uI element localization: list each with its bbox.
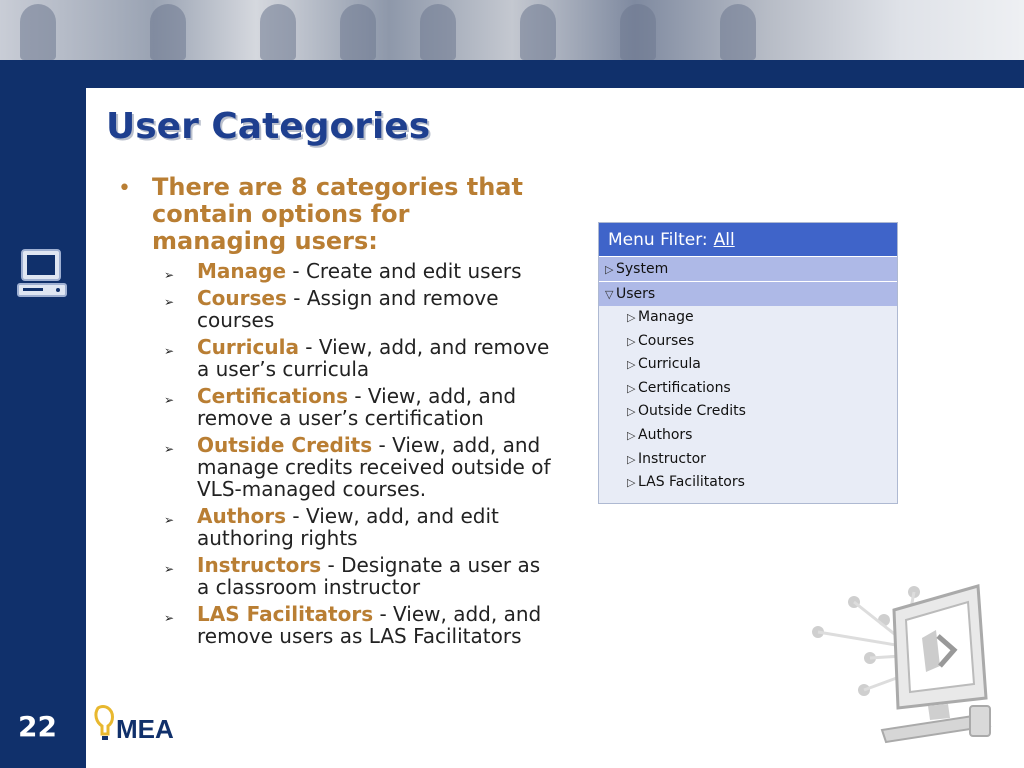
menu-item-las-facilitators[interactable] xyxy=(599,471,897,495)
category-name: Certifications xyxy=(197,384,348,408)
category-name: Authors xyxy=(197,504,287,528)
bullet-arrow-icon: ➢ xyxy=(164,442,175,456)
bullet-arrow-icon: ➢ xyxy=(164,611,175,625)
menu-item-label: Outside Credits xyxy=(638,403,746,420)
banner-person xyxy=(420,4,456,60)
list-item xyxy=(164,336,554,380)
menu-item-certifications[interactable] xyxy=(599,377,897,401)
menu-system-label: System xyxy=(616,261,669,277)
triangle-right-icon: ▷ xyxy=(627,334,636,348)
banner-person xyxy=(260,4,296,60)
banner-person xyxy=(20,4,56,60)
left-sidebar xyxy=(0,88,86,768)
category-name: Manage xyxy=(197,259,287,283)
category-desc: - Assign and remove courses xyxy=(197,286,499,332)
computer-icon xyxy=(14,246,70,306)
triangle-right-icon: ▷ xyxy=(627,476,636,490)
menu-item-outside-credits[interactable] xyxy=(599,400,897,424)
menu-users-group[interactable] xyxy=(599,281,897,306)
banner-person xyxy=(520,4,556,60)
list-item xyxy=(164,603,554,647)
menu-item-authors[interactable] xyxy=(599,424,897,448)
triangle-right-icon: ▷ xyxy=(627,452,636,466)
menu-item-label: Courses xyxy=(638,332,695,349)
menu-item-label: Curricula xyxy=(638,356,701,373)
category-name: LAS Facilitators xyxy=(197,602,374,626)
list-item xyxy=(164,260,554,282)
category-desc: - View, add, and manage credits received outside of VLS-managed courses. xyxy=(197,433,551,501)
bullet-arrow-icon: ➢ xyxy=(164,295,175,309)
category-name: Courses xyxy=(197,286,287,310)
menu-system-group[interactable] xyxy=(599,256,897,281)
menu-item-label: Certifications xyxy=(638,379,731,396)
triangle-down-icon: ▽ xyxy=(605,288,614,301)
menu-item-manage[interactable] xyxy=(599,306,897,330)
category-name: Instructors xyxy=(197,553,322,577)
bullet-arrow-icon: ➢ xyxy=(164,393,175,407)
menu-users-label: Users xyxy=(616,286,656,302)
triangle-right-icon: ▷ xyxy=(627,311,636,324)
banner-person xyxy=(720,4,756,60)
category-desc: - View, add, and remove a user’s curricula xyxy=(197,335,550,381)
list-item xyxy=(164,554,554,598)
banner-person xyxy=(340,4,376,60)
bullet-arrow-icon: ➢ xyxy=(164,268,175,282)
category-name: Outside Credits xyxy=(197,433,373,457)
triangle-right-icon: ▷ xyxy=(627,381,636,395)
category-desc: - View, add, and remove users as LAS Facilitators xyxy=(197,602,542,648)
menu-filter-header xyxy=(599,223,897,256)
logo-text: MEA xyxy=(116,714,174,744)
monitor-decoration xyxy=(810,580,1010,754)
lightbulb-icon xyxy=(96,707,113,741)
list-item xyxy=(164,505,554,549)
bullet-arrow-icon: ➢ xyxy=(164,344,175,358)
banner-person xyxy=(150,4,186,60)
intro-bullet xyxy=(118,174,548,255)
list-item xyxy=(164,287,554,331)
mea-logo xyxy=(92,700,202,748)
triangle-right-icon: ▷ xyxy=(605,263,614,276)
triangle-right-icon: ▷ xyxy=(627,428,636,442)
menu-item-label: Authors xyxy=(638,426,693,443)
slide-number: 22 xyxy=(18,710,57,743)
banner-person xyxy=(620,4,656,60)
slide-title: User Categories xyxy=(106,106,431,147)
intro-text: There are 8 categories that contain options for managing users: xyxy=(152,173,523,255)
triangle-right-icon: ▷ xyxy=(627,405,636,419)
category-desc: - Create and edit users xyxy=(286,259,522,283)
category-desc: - View, add, and edit authoring rights xyxy=(197,504,499,550)
bullet-arrow-icon: ➢ xyxy=(164,562,175,576)
menu-filter-label: Menu Filter: xyxy=(608,230,708,250)
category-name: Curricula xyxy=(197,335,299,359)
category-desc: - Designate a user as a classroom instructor xyxy=(197,553,541,599)
header-band xyxy=(0,60,1024,88)
list-item xyxy=(164,385,554,429)
menu-item-label: Manage xyxy=(638,309,694,325)
bullet-dot-icon: • xyxy=(118,176,131,201)
menu-filter-all-link[interactable]: All xyxy=(713,230,735,250)
bullet-arrow-icon: ➢ xyxy=(164,513,175,527)
triangle-right-icon: ▷ xyxy=(627,358,636,372)
category-list xyxy=(164,260,554,652)
list-item xyxy=(164,434,554,500)
header-photo-banner xyxy=(0,0,1024,60)
menu-item-curricula[interactable] xyxy=(599,353,897,377)
menu-item-courses[interactable] xyxy=(599,330,897,354)
menu-filter-panel xyxy=(598,222,898,504)
menu-item-label: LAS Facilitators xyxy=(638,474,745,491)
category-desc: - View, add, and remove a user’s certification xyxy=(197,384,517,430)
menu-item-instructor[interactable] xyxy=(599,448,897,472)
menu-item-label: Instructor xyxy=(638,450,706,467)
